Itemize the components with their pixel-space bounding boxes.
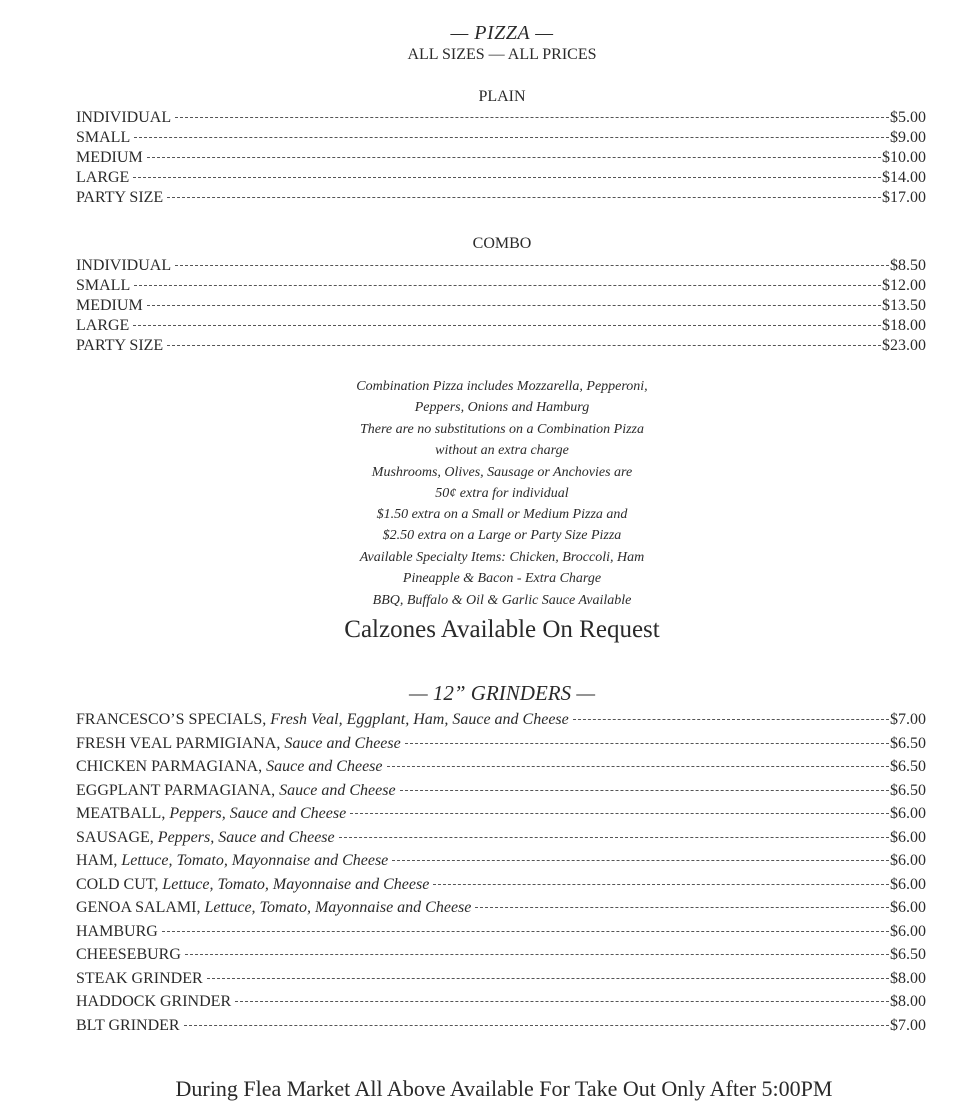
- note-line: Available Specialty Items: Chicken, Broccoli, Ham: [359, 549, 645, 565]
- item-price: $6.00: [890, 852, 926, 869]
- menu-item-row: [76, 826, 926, 850]
- note-block: [0, 377, 970, 419]
- dotted-leader: [387, 765, 890, 767]
- item-title: MEDIUM: [76, 149, 143, 166]
- item-title: EGGPLANT PARMAGIANA,: [76, 781, 276, 799]
- item-title: INDIVIDUAL: [76, 257, 172, 274]
- dotted-leader: [573, 718, 889, 720]
- note-line: without an extra charge: [435, 442, 569, 458]
- dotted-leader: [133, 324, 881, 326]
- dotted-leader: [339, 836, 889, 838]
- item-price: $14.00: [882, 169, 926, 186]
- item-name: [76, 276, 130, 296]
- menu-item-row: [76, 943, 926, 967]
- grinders-price-list: [76, 708, 926, 1037]
- dotted-leader: [134, 136, 889, 138]
- menu-item-row: [76, 296, 926, 316]
- dotted-leader: [235, 1000, 889, 1002]
- item-title: MEDIUM: [76, 297, 143, 314]
- item-price: $8.00: [890, 993, 926, 1010]
- item-name: [76, 256, 171, 276]
- plain-price-list: [76, 108, 926, 208]
- menu-item-row: [76, 108, 926, 128]
- menu-item-row: [76, 188, 926, 208]
- item-price: $13.50: [882, 297, 926, 314]
- dotted-leader: [433, 883, 889, 885]
- item-title: COLD CUT,: [76, 875, 159, 893]
- menu-item-row: [76, 990, 926, 1014]
- item-title: SMALL: [76, 129, 131, 146]
- calzones-notice: Calzones Available On Request: [344, 616, 660, 643]
- dotted-leader: [147, 156, 881, 158]
- menu-item-row: [76, 779, 926, 803]
- menu-item-row: [76, 920, 926, 944]
- item-title: LARGE: [76, 317, 130, 334]
- item-description: Fresh Veal, Eggplant, Ham, Sauce and Cheese: [270, 711, 569, 728]
- item-price: $9.00: [890, 129, 926, 146]
- item-name: [76, 802, 346, 826]
- dotted-leader: [185, 953, 889, 955]
- item-description: Lettuce, Tomato, Mayonnaise and Cheese: [204, 899, 472, 916]
- dotted-leader: [175, 264, 889, 266]
- note-line: $1.50 extra on a Small or Medium Pizza and: [376, 506, 628, 522]
- menu-item-row: [76, 256, 926, 276]
- note-line: Combination Pizza includes Mozzarella, Pepperoni,: [356, 379, 648, 394]
- item-description: Sauce and Cheese: [266, 758, 383, 775]
- menu-item-row: [76, 148, 926, 168]
- item-name: [76, 128, 130, 148]
- note-block: [0, 463, 970, 546]
- item-price: $6.50: [890, 946, 926, 963]
- item-title: CHICKEN PARMAGIANA,: [76, 758, 263, 775]
- item-price: $6.00: [890, 805, 926, 822]
- item-name: [76, 1014, 180, 1038]
- item-title: BLT GRINDER: [76, 1016, 180, 1034]
- item-name: [76, 873, 429, 897]
- dotted-leader: [175, 116, 889, 118]
- item-name: [76, 826, 335, 850]
- item-name: [76, 967, 203, 991]
- item-price: $10.00: [882, 149, 926, 166]
- item-name: [76, 943, 181, 967]
- item-name: [76, 188, 163, 208]
- grinders-title: — 12” GRINDERS —: [408, 681, 596, 705]
- menu-item-row: [76, 336, 926, 356]
- item-description: Sauce and Cheese: [279, 781, 396, 799]
- pizza-title: — PIZZA —: [450, 22, 554, 44]
- item-name: [76, 316, 129, 336]
- menu-item-row: [76, 316, 926, 336]
- item-title: FRANCESCO’S SPECIALS,: [76, 711, 267, 728]
- dotted-leader: [475, 906, 889, 908]
- item-title: STEAK GRINDER: [76, 969, 203, 987]
- menu-item-row: [76, 128, 926, 148]
- item-price: $8.50: [890, 257, 926, 274]
- menu-item-row: [76, 732, 926, 756]
- note-line: Mushrooms, Olives, Sausage or Anchovies are: [371, 465, 633, 481]
- item-title: CHEESEBURG: [76, 946, 181, 963]
- item-price: $17.00: [882, 189, 926, 206]
- item-price: $6.50: [890, 758, 926, 775]
- note-line: 50¢ extra for individual: [435, 485, 569, 501]
- note-block: [0, 420, 970, 462]
- note-line: There are no substitutions on a Combination Pizza: [359, 422, 645, 438]
- item-price: $5.00: [890, 109, 926, 126]
- note-block: [0, 548, 970, 590]
- dotted-leader: [405, 742, 889, 744]
- item-price: $6.00: [890, 828, 926, 846]
- item-name: [76, 990, 231, 1014]
- item-title: HAM,: [76, 852, 118, 869]
- menu-item-row: [76, 849, 926, 873]
- menu-item-row: [76, 276, 926, 296]
- item-name: [76, 732, 401, 756]
- item-price: $6.50: [890, 781, 926, 799]
- item-name: [76, 148, 143, 168]
- item-price: $6.50: [890, 734, 926, 752]
- dotted-leader: [162, 930, 889, 932]
- note-line: Pineapple & Bacon - Extra Charge: [402, 570, 602, 586]
- item-price: $12.00: [882, 277, 926, 294]
- item-name: [76, 920, 158, 944]
- dotted-leader: [167, 344, 881, 346]
- item-title: INDIVIDUAL: [76, 109, 172, 126]
- plain-heading: PLAIN: [478, 88, 526, 105]
- menu-item-row: [76, 708, 926, 732]
- item-name: [76, 108, 171, 128]
- item-price: $23.00: [882, 337, 926, 354]
- item-title: PARTY SIZE: [76, 189, 164, 206]
- dotted-leader: [184, 1024, 889, 1026]
- item-price: $7.00: [890, 1016, 926, 1034]
- menu-item-row: [76, 1014, 926, 1038]
- combo-notes: [0, 377, 970, 613]
- item-price: $18.00: [882, 317, 926, 334]
- flea-market-notice: During Flea Market All Above Available For Take Out Only After 5:00PM: [175, 1076, 833, 1101]
- menu-item-row: [76, 967, 926, 991]
- menu-item-row: [76, 896, 926, 920]
- dotted-leader: [134, 284, 881, 286]
- item-title: SMALL: [76, 277, 131, 294]
- note-block: [0, 591, 970, 612]
- combo-heading: COMBO: [472, 235, 532, 252]
- item-name: [76, 779, 396, 803]
- dotted-leader: [133, 176, 881, 178]
- item-name: [76, 849, 388, 873]
- item-price: $6.00: [890, 899, 926, 916]
- dotted-leader: [167, 196, 881, 198]
- item-title: SAUSAGE,: [76, 828, 154, 846]
- menu-item-row: [76, 755, 926, 779]
- item-title: MEATBALL,: [76, 805, 166, 822]
- item-price: $6.00: [890, 922, 926, 940]
- item-title: HAMBURG: [76, 922, 158, 940]
- item-title: PARTY SIZE: [76, 337, 164, 354]
- note-line: BBQ, Buffalo & Oil & Garlic Sauce Available: [372, 592, 632, 608]
- menu-item-row: [76, 873, 926, 897]
- menu-item-row: [76, 802, 926, 826]
- note-line: Peppers, Onions and Hamburg: [414, 399, 590, 415]
- dotted-leader: [147, 304, 881, 306]
- item-price: $6.00: [890, 875, 926, 893]
- dotted-leader: [392, 859, 889, 861]
- item-description: Peppers, Sauce and Cheese: [169, 805, 347, 822]
- item-description: Lettuce, Tomato, Mayonnaise and Cheese: [121, 852, 389, 869]
- item-name: [76, 336, 163, 356]
- dotted-leader: [350, 812, 889, 814]
- item-name: [76, 296, 143, 316]
- combo-price-list: [76, 256, 926, 356]
- item-title: GENOA SALAMI,: [76, 899, 201, 916]
- item-description: Peppers, Sauce and Cheese: [157, 828, 335, 846]
- item-price: $7.00: [890, 711, 926, 728]
- item-name: [76, 896, 471, 920]
- item-name: [76, 755, 383, 779]
- item-price: $8.00: [890, 969, 926, 987]
- dotted-leader: [400, 789, 889, 791]
- item-name: [76, 708, 569, 732]
- item-title: HADDOCK GRINDER: [76, 993, 232, 1010]
- pizza-subtitle: ALL SIZES — ALL PRICES: [407, 46, 597, 63]
- item-title: LARGE: [76, 169, 130, 186]
- menu-item-row: [76, 168, 926, 188]
- item-description: Lettuce, Tomato, Mayonnaise and Cheese: [162, 875, 430, 893]
- item-title: FRESH VEAL PARMIGIANA,: [76, 734, 281, 752]
- item-description: Sauce and Cheese: [284, 734, 401, 752]
- note-line: $2.50 extra on a Large or Party Size Pizza: [382, 527, 622, 543]
- dotted-leader: [207, 977, 889, 979]
- item-name: [76, 168, 129, 188]
